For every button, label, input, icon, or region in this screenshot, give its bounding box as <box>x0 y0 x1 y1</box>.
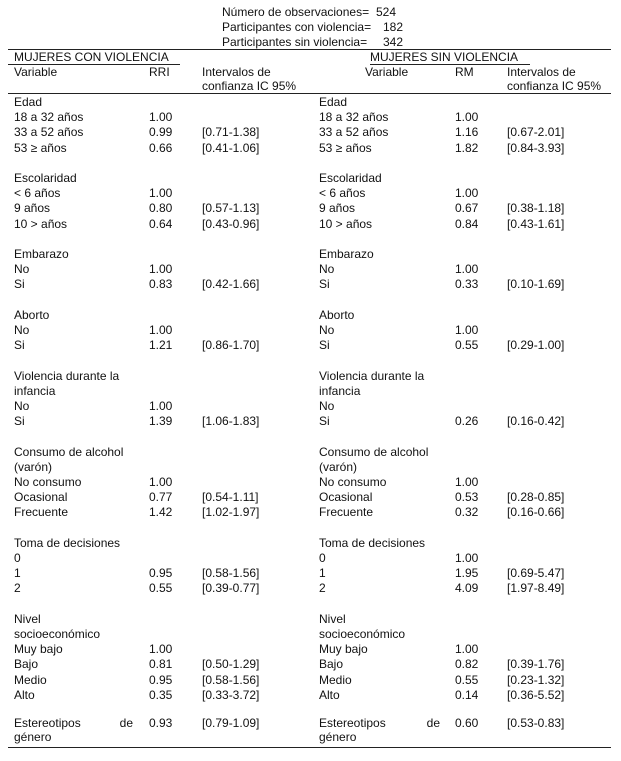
row-ci-left: [0.58-1.56] <box>202 672 260 687</box>
row-value-right: 1.00 <box>455 186 479 201</box>
row-ci-left: [0.58-1.56] <box>202 566 260 581</box>
row-label-left: 10 > años <box>14 216 68 231</box>
row-label-right: Medio <box>319 672 352 687</box>
row-value-left: 1.39 <box>149 414 173 429</box>
row-label-left: No consumo <box>14 475 82 489</box>
row-value-left: 0.95 <box>149 566 173 581</box>
right-col-ci-line1: Intervalos de <box>507 65 576 79</box>
row-label-left: 2 <box>14 581 21 596</box>
row-value-left: 1.21 <box>149 338 173 353</box>
estereotipos-label-right <box>319 716 440 730</box>
sin-violencia-label: Participantes sin violencia= <box>222 35 368 49</box>
row-label-right: Alto <box>319 687 340 702</box>
estereotipos-l-val: 0.93 <box>149 716 173 730</box>
row-label-left: Medio <box>14 672 47 687</box>
row-label-right: 0 <box>319 551 326 565</box>
group-title-left: Violencia durante la <box>14 368 120 383</box>
row-value-right: 1.16 <box>455 125 479 140</box>
row-value-right: 0.67 <box>455 201 479 216</box>
rule-bottom <box>8 747 611 748</box>
group-title-right: infancia <box>319 383 361 398</box>
row-label-right: No <box>319 399 335 413</box>
row-ci-left: [0.86-1.70] <box>202 338 260 353</box>
sin-violencia-value: 342 <box>383 35 404 49</box>
row-ci-right: [0.69-5.47] <box>507 566 565 581</box>
row-label-right: Muy bajo <box>319 642 368 657</box>
group-title-left: Consumo de alcohol <box>14 444 124 459</box>
row-value-left: 1.42 <box>149 505 173 520</box>
row-label-left: 9 años <box>14 201 51 216</box>
group-title-right: Nivel <box>319 611 346 626</box>
row-value-right: 4.09 <box>455 581 479 596</box>
row-label-right: 2 <box>319 581 326 596</box>
estereotipos-word2-left: de <box>119 716 133 730</box>
estereotipos-r-val: 0.60 <box>455 716 479 730</box>
row-value-left: 0.35 <box>149 687 173 702</box>
group-title-left: Embarazo <box>14 247 69 261</box>
row-label-left: Si <box>14 338 25 353</box>
row-label-right: 33 a 52 años <box>319 125 389 140</box>
row-label-left: 18 a 32 años <box>14 110 84 125</box>
observaciones-value: 524 <box>376 5 397 19</box>
row-label-left: 53 ≥ años <box>14 140 67 155</box>
row-value-right: 0.26 <box>455 414 479 429</box>
row-value-left: 0.81 <box>149 657 173 672</box>
row-label-left: 33 a 52 años <box>14 125 84 140</box>
row-ci-left: [0.41-1.06] <box>202 140 260 155</box>
row-ci-right: [0.43-1.61] <box>507 216 565 231</box>
row-label-left: No <box>14 262 30 277</box>
row-label-left: Frecuente <box>14 505 69 520</box>
row-ci-right: [0.28-0.85] <box>507 490 565 505</box>
row-value-right: 0.53 <box>455 490 479 505</box>
row-value-left: 0.95 <box>149 672 173 687</box>
row-label-right: No <box>319 323 335 337</box>
row-ci-left: [0.33-3.72] <box>202 687 260 702</box>
row-value-right: 0.33 <box>455 277 479 292</box>
group-title-left: socioeconómico <box>14 627 101 641</box>
row-label-right: Si <box>319 277 330 292</box>
row-label-left: Si <box>14 414 25 429</box>
row-label-left: Muy bajo <box>14 642 63 657</box>
row-label-right: Si <box>319 414 330 429</box>
row-ci-right: [0.38-1.18] <box>507 201 565 216</box>
row-ci-right: [0.84-3.93] <box>507 140 565 155</box>
row-value-right: 0.82 <box>455 657 479 672</box>
row-label-right: 1 <box>319 566 326 581</box>
row-label-left: < 6 años <box>14 186 61 201</box>
row-ci-right: [0.10-1.69] <box>507 277 565 292</box>
con-violencia-label: Participantes con violencia= <box>222 20 372 34</box>
row-value-left: 0.80 <box>149 201 173 216</box>
rule-header-bottom <box>8 93 611 94</box>
row-value-right: 0.84 <box>455 216 479 231</box>
estereotipos-word1-left: Estereotipos <box>14 716 81 730</box>
row-label-right: 53 ≥ años <box>319 140 372 155</box>
row-ci-left: [0.50-1.29] <box>202 657 260 672</box>
left-section-title: MUJERES CON VIOLENCIA <box>14 50 169 64</box>
right-col-measure: RM <box>455 65 474 79</box>
group-title-left: infancia <box>14 383 56 398</box>
row-ci-left: [0.71-1.38] <box>202 125 260 140</box>
group-title-right: (varón) <box>319 459 358 474</box>
row-label-left: No <box>14 399 30 413</box>
row-ci-right: [1.97-8.49] <box>507 581 565 596</box>
row-ci-right: [0.23-1.32] <box>507 672 565 687</box>
row-value-right: 1.00 <box>455 642 479 657</box>
row-label-right: No <box>319 262 335 277</box>
row-value-left: 0.64 <box>149 216 173 231</box>
estereotipos-word2-right: de <box>426 716 440 730</box>
row-ci-left: [0.54-1.11] <box>202 490 259 505</box>
right-col-ci-line2: confianza IC 95% <box>507 79 602 93</box>
row-label-left: Si <box>14 277 25 292</box>
row-value-left: 0.77 <box>149 490 173 505</box>
row-value-left: 1.00 <box>149 642 173 657</box>
estereotipos-label-left <box>14 716 133 730</box>
row-label-left: Ocasional <box>14 490 68 505</box>
row-ci-right: [0.36-5.52] <box>507 687 565 702</box>
row-value-right: 0.14 <box>455 687 479 702</box>
row-label-right: Ocasional <box>319 490 373 505</box>
row-value-right: 0.55 <box>455 338 479 353</box>
group-title-left: Nivel <box>14 611 41 626</box>
row-value-left: 1.00 <box>149 399 173 413</box>
row-value-left: 1.00 <box>149 323 173 337</box>
estereotipos-line2-left: género <box>14 730 52 744</box>
row-ci-left: [0.39-0.77] <box>202 581 260 596</box>
row-label-right: < 6 años <box>319 186 366 201</box>
row-value-right: 1.00 <box>455 475 479 489</box>
estereotipos-word1-right: Estereotipos <box>319 716 386 730</box>
row-label-right: Bajo <box>319 657 344 672</box>
row-label-right: Si <box>319 338 330 353</box>
row-label-right: No consumo <box>319 475 387 489</box>
row-value-right: 1.82 <box>455 140 479 155</box>
row-ci-left: [1.06-1.83] <box>202 414 260 429</box>
row-label-left: Alto <box>14 687 35 702</box>
left-col-measure: RRI <box>149 65 170 79</box>
row-label-left: 1 <box>14 566 21 581</box>
left-col-ci-line1: Intervalos de <box>202 65 271 79</box>
row-value-right: 1.00 <box>455 262 479 277</box>
row-ci-right: [0.16-0.66] <box>507 505 565 520</box>
row-value-left: 1.00 <box>149 475 173 489</box>
row-ci-left: [0.42-1.66] <box>202 277 260 292</box>
group-title-right: Consumo de alcohol <box>319 444 429 459</box>
estereotipos-line2-right: género <box>319 730 357 744</box>
con-violencia-value: 182 <box>383 20 404 34</box>
row-value-left: 0.55 <box>149 581 173 596</box>
row-ci-left: [0.57-1.13] <box>202 201 260 216</box>
group-title-right: socioeconómico <box>319 627 406 641</box>
group-title-left: (varón) <box>14 459 53 474</box>
row-label-right: Frecuente <box>319 505 374 520</box>
right-col-variable: Variable <box>365 65 409 79</box>
row-ci-right: [0.29-1.00] <box>507 338 565 353</box>
group-title-right: Violencia durante la <box>319 368 425 383</box>
estereotipos-r-ci: [0.53-0.83] <box>507 716 565 730</box>
row-value-left: 0.99 <box>149 125 173 140</box>
row-value-right: 0.55 <box>455 672 479 687</box>
observaciones-label: Número de observaciones= <box>222 5 370 19</box>
right-section-title: MUJERES SIN VIOLENCIA <box>370 50 519 64</box>
row-value-left: 0.83 <box>149 277 173 292</box>
row-value-left: 1.00 <box>149 186 173 201</box>
group-title-left: Escolaridad <box>14 171 77 185</box>
row-value-right: 1.00 <box>455 323 479 337</box>
left-col-variable: Variable <box>14 65 58 79</box>
row-value-right: 1.95 <box>455 566 479 581</box>
row-ci-right: [0.16-0.42] <box>507 414 565 429</box>
row-value-left: 1.00 <box>149 110 173 125</box>
left-col-ci-line2: confianza IC 95% <box>202 79 297 93</box>
row-label-right: 10 > años <box>319 216 373 231</box>
group-title-right: Edad <box>319 95 348 109</box>
row-label-left: 0 <box>14 551 21 565</box>
group-title-left: Toma de decisiones <box>14 535 121 550</box>
row-label-left: No <box>14 323 30 337</box>
row-value-left: 1.00 <box>149 262 173 277</box>
row-ci-right: [0.67-2.01] <box>507 125 565 140</box>
group-title-left: Edad <box>14 95 43 109</box>
group-title-left: Aborto <box>14 307 50 322</box>
row-ci-right: [0.39-1.76] <box>507 657 565 672</box>
row-ci-left: [1.02-1.97] <box>202 505 260 520</box>
row-label-right: 18 a 32 años <box>319 110 389 125</box>
group-title-right: Aborto <box>319 307 355 322</box>
group-title-right: Embarazo <box>319 247 374 261</box>
estereotipos-l-ci: [0.79-1.09] <box>202 716 260 730</box>
row-ci-left: [0.43-0.96] <box>202 216 260 231</box>
group-title-right: Escolaridad <box>319 171 382 185</box>
group-title-right: Toma de decisiones <box>319 535 426 550</box>
row-value-right: 1.00 <box>455 110 479 125</box>
row-label-left: Bajo <box>14 657 39 672</box>
row-value-left: 0.66 <box>149 140 173 155</box>
row-value-right: 1.00 <box>455 551 479 565</box>
row-label-right: 9 años <box>319 201 356 216</box>
row-value-right: 0.32 <box>455 505 479 520</box>
